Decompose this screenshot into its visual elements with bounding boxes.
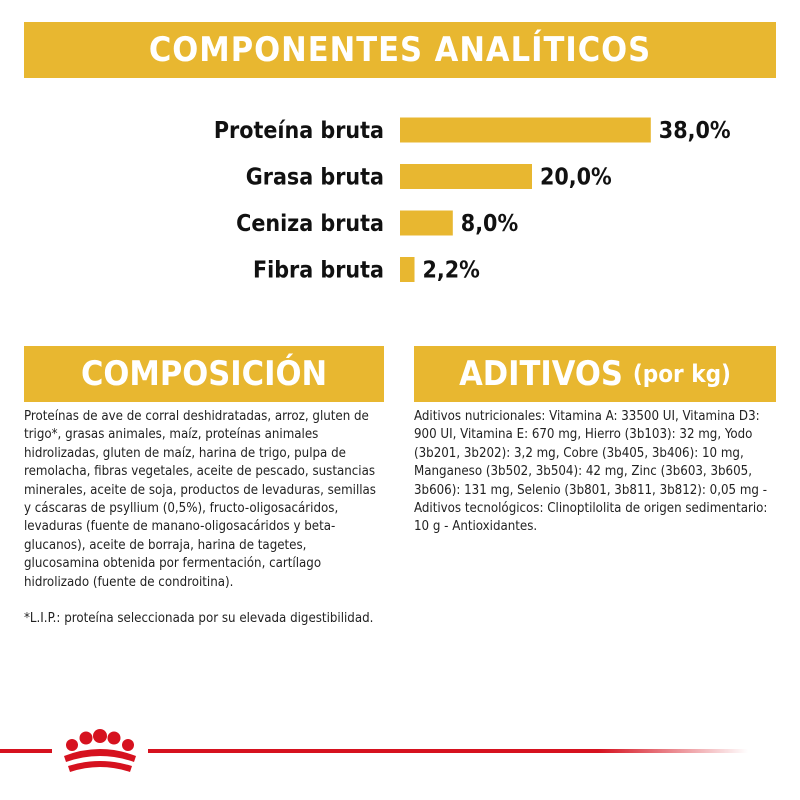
bar	[400, 211, 453, 236]
category-label: Grasa bruta	[245, 164, 384, 191]
bar	[400, 118, 651, 143]
footer-band	[0, 728, 800, 788]
value-label: 38,0%	[658, 118, 731, 144]
composicion-note: *L.I.P.: proteína seleccionada por su elevada digestibilidad.	[24, 611, 374, 626]
royal-canin-crown-icon	[64, 729, 136, 772]
value-label: 20,0%	[540, 164, 612, 191]
value-label: 8,0%	[460, 211, 519, 237]
bar	[400, 164, 532, 189]
composicion-text: Proteínas de ave de corral deshidratadas, arroz, gluten de trigo*, grasas animales, maíz, proteínas animales hidrolizadas, gluten de maíz, harina de trigo, pulpa de remolacha, fibras vegetales, aceite de pescado, sustancias minerales, aceite de soja, productos de levaduras, semillas y cáscaras de psyllium (0,5%), fructo-oligosacáridos, levaduras (fuente de manano-oligosacáridos y beta-glucanos), aceite de borraja, harina de tagetes, glucosamina obtenida por fermentación, cartílago hidrolizado (fuente de condroitina).	[24, 409, 376, 590]
analytics-bar-chart	[0, 100, 800, 300]
composicion-header	[24, 346, 384, 402]
aditivos-text: Aditivos nutricionales: Vitamina A: 33500 UI, Vitamina D3: 900 UI, Vitamina E: 670 mg, Hierro (3b103): 32 mg, Yodo (3b201, 3b202): 3,2 mg, Cobre (3b405, 3b406): 10 mg, Manganeso (3b502, 3b504): 42 mg, Zinc (3b603, 3b605, 3b606): 131 mg, Selenio (3b801, 3b811, 3b812): 0,05 mg - Aditivos tecnológicos: Clinoptilolita de origen sedimentario: 10 g - Antioxidantes.	[414, 409, 768, 535]
analytics-header	[24, 22, 776, 78]
category-label: Ceniza bruta	[236, 211, 384, 237]
footer-red-line-right	[148, 749, 748, 753]
analytics-title: COMPONENTES ANALÍTICOS	[148, 30, 652, 70]
aditivos-title: ADITIVOS	[459, 354, 623, 394]
aditivos-header	[414, 346, 776, 402]
category-label: Fibra bruta	[252, 257, 384, 284]
footer-red-line-left	[0, 749, 52, 753]
category-label: Proteína bruta	[213, 118, 384, 144]
bar	[400, 257, 415, 282]
value-label: 2,2%	[422, 257, 480, 284]
composicion-title: COMPOSICIÓN	[80, 354, 328, 394]
aditivos-subtitle: (por kg)	[632, 360, 731, 388]
